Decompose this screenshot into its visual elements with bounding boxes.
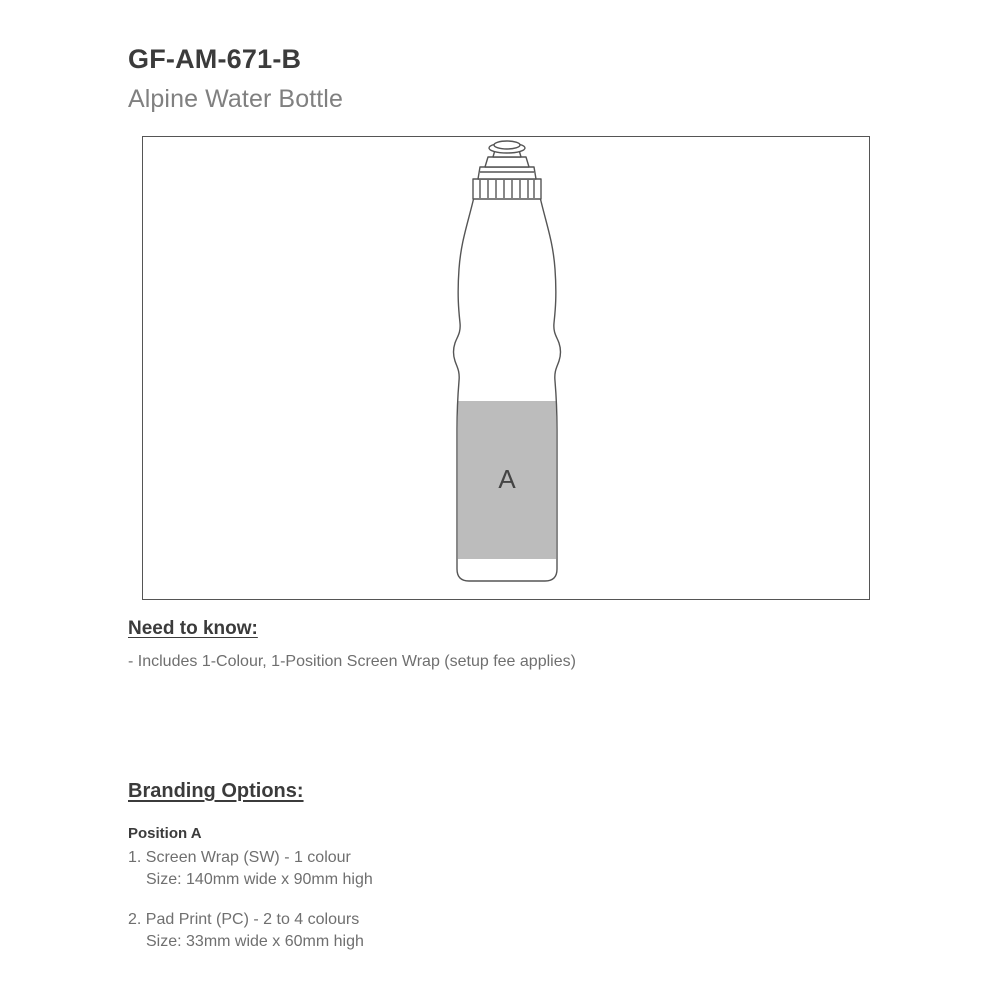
need-to-know-heading: Need to know: (128, 618, 258, 639)
branding-option-1 (128, 847, 373, 891)
bottle-illustration (143, 137, 869, 599)
product-title: Alpine Water Bottle (128, 85, 343, 113)
branding-option-1-title: 1. Screen Wrap (SW) - 1 colour (128, 849, 351, 866)
branding-option-1-size: Size: 140mm wide x 90mm high (146, 871, 373, 888)
branding-option-2-title: 2. Pad Print (PC) - 2 to 4 colours (128, 911, 360, 928)
bottle-svg (143, 137, 871, 601)
product-sku: GF-AM-671-B (128, 44, 302, 74)
branding-position-label: Position A (128, 825, 202, 842)
branding-option-2 (128, 909, 364, 953)
position-marker-a-label: A (498, 464, 516, 494)
need-to-know-item: - Includes 1-Colour, 1-Position Screen Wrap (setup fee applies) (128, 653, 576, 670)
branding-options-heading: Branding Options: (128, 780, 304, 802)
product-image-frame (142, 136, 870, 600)
branding-option-2-size: Size: 33mm wide x 60mm high (146, 933, 364, 950)
